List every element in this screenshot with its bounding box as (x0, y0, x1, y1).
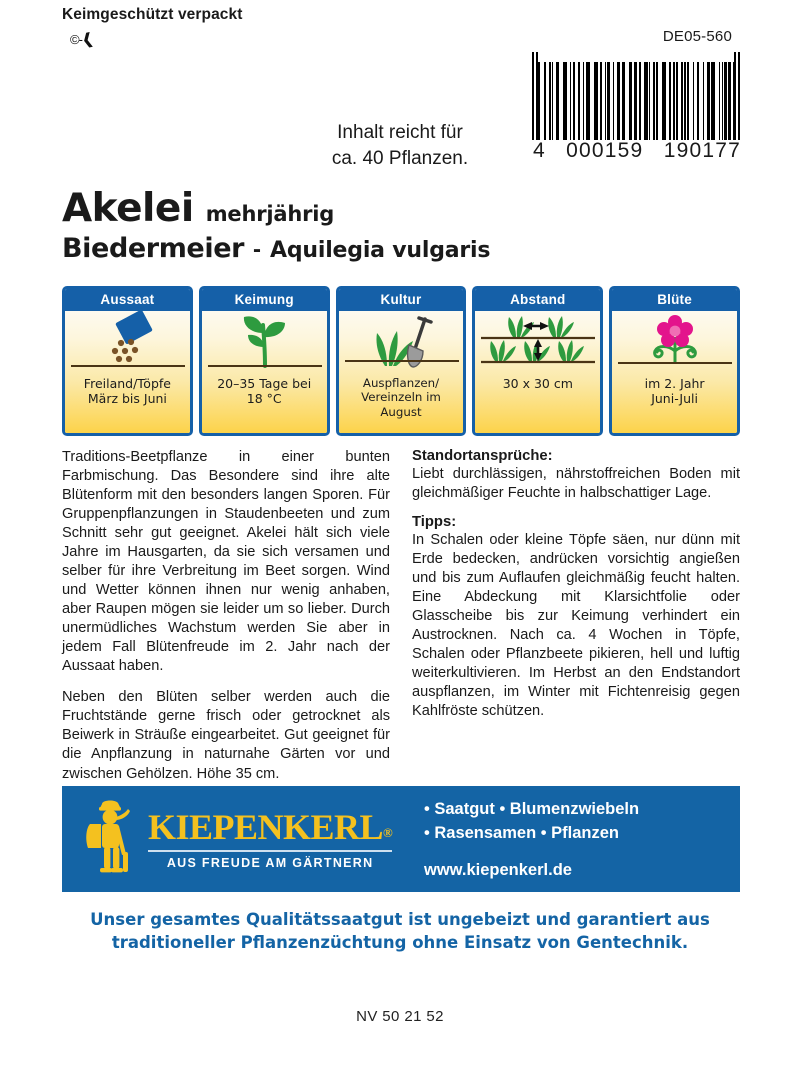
info-box-bluete (609, 286, 740, 436)
plant-lifecycle: mehrjährig (205, 202, 335, 226)
registered-mark: ® (383, 824, 393, 840)
site-requirements-section (412, 448, 740, 503)
copyright-symbol: ©- (70, 32, 82, 47)
info-box-kultur-header: Kultur (339, 289, 464, 311)
info-box-keimung-caption: 20–35 Tage bei 18 °C (217, 376, 312, 407)
germ-protection-label: Keimgeschützt verpackt (62, 6, 243, 23)
left-text-column (62, 448, 390, 784)
brand-slogan: AUS FREUDE AM GÄRTNERN (166, 855, 374, 870)
info-box-kultur (336, 286, 467, 436)
plant-variety: Biedermeier (62, 233, 245, 264)
info-box-bluete-caption: im 2. Jahr Juni-Juli (644, 376, 705, 407)
plant-spacing-icon (475, 311, 600, 373)
info-box-abstand-caption: 30 x 30 cm (502, 376, 573, 391)
kiepenkerl-figure-icon (82, 798, 144, 880)
bird-glyph-icon: ❱ (80, 29, 96, 50)
barcode-digit-group-2: 000159 (566, 139, 644, 162)
site-requirements-text: Liebt durchlässigen, nährstoffreichen Boden mit gleichmäßiger Feuchte in halbschattiger Lage. (412, 466, 740, 502)
product-bullet-line-1: • Saatgut • Blumenzwiebeln (424, 800, 640, 819)
content-yield-line1: Inhalt reicht für (337, 122, 463, 143)
barcode-digit-group-3: 190177 (663, 139, 741, 162)
info-box-aussaat-caption: Freiland/Töpfe März bis Juni (83, 376, 171, 407)
tips-text: In Schalen oder kleine Töpfe säen, nur dünn mit Erde bedecken, andrücken vorsichtig angießen und bis zum Auflaufen gleichmäßig feucht halten. Eine Abdeckung mit Klarsichtfolie oder Glasscheibe bis zur Keimung verhindert ein Austrocknen. Nach ca. 4 Wochen in Töpfe, Schalen oder Pflanzbeete pikieren, hell und luftig weiterkultivieren. Im Herbst an den Endstandort auspflanzen, im Winter mit Fichtenreisig gegen Kahlfröste schützen. (412, 532, 740, 720)
copyright-bird-icon (70, 30, 94, 48)
seed-packet-sowing-icon (65, 311, 190, 373)
tips-section (412, 514, 740, 721)
info-box-bluete-header: Blüte (612, 289, 737, 311)
spade-and-grass-icon (339, 311, 464, 373)
guarantee-line-2: traditioneller Pflanzenzüchtung ohne Einsatz von Gentechnik. (111, 933, 689, 953)
kiepenkerl-logo (62, 798, 412, 880)
brand-name: KIEPENKERL® (148, 806, 393, 847)
description-columns (62, 448, 740, 784)
plant-latin-name: Aquilegia vulgaris (270, 238, 491, 263)
article-code: DE05-560 (662, 28, 732, 45)
brand-website[interactable]: www.kiepenkerl.de (424, 860, 572, 879)
product-bullet-line-2: • Rasensamen • Pflanzen (424, 823, 619, 842)
quality-guarantee (0, 908, 800, 954)
plant-name: Akelei (62, 186, 194, 231)
growing-info-boxes (62, 286, 740, 436)
guarantee-line-1: Unser gesamtes Qualitätssaatgut ist ungebeizt und garantiert aus (90, 910, 710, 929)
title-dash: - (253, 236, 262, 263)
brand-bar (62, 786, 740, 892)
seedling-sprout-icon (202, 311, 327, 373)
info-box-abstand-header: Abstand (475, 289, 600, 311)
flower-bloom-icon (612, 311, 737, 373)
packet-header (0, 0, 800, 180)
tips-heading: Tipps: (412, 514, 457, 531)
logo-divider (148, 850, 392, 852)
info-box-aussaat-header: Aussaat (65, 289, 190, 311)
info-box-kultur-caption: Auspflanzen/ Vereinzeln im August (361, 376, 441, 419)
description-paragraph-1: Traditions-Beetpflanze in einer bunten Farbmischung. Das Besondere sind ihre alte Blütenform mit den besonders langen Sporen. Für Gruppenpflanzungen in Staudenbeeten und zum Schnitt sehr gut geeignet. Akelei hält sich viele Jahre im Hausgarten, da sie sich versamen und selber für ihre Verbreitung im Beet sorgen. Wind und Wetter können ihnen nur wenig anhaben, aber Raupen mögen sie leider um so lieber. Durch unermüdliches Wachstum werden Sie aber in jedem Fall Blütenfreude im 2. Jahr nach der Aussaat haben. (62, 449, 390, 675)
info-box-abstand (472, 286, 603, 436)
nav-code: NV 50 21 52 (356, 1008, 444, 1025)
description-paragraph-2: Neben den Blüten selber werden auch die Fruchtstände gerne frisch oder getrocknet als Beiwerk in Sträuße eingearbeitet. Gut geeignet für die Anpflanzung in naturnahe Gärten vor und zwischen Gehölzen. Höhe 35 cm. (62, 689, 390, 782)
barcode-digit-group-1: 4 (533, 139, 546, 162)
kiepenkerl-wordmark (148, 806, 393, 870)
brand-product-list (412, 798, 639, 880)
right-text-column (412, 448, 740, 784)
site-requirements-heading: Standortansprüche: (412, 448, 553, 464)
info-box-keimung-header: Keimung (202, 289, 327, 311)
content-yield-line2: ca. 40 Pflanzen. (331, 147, 469, 169)
content-yield-text (140, 120, 660, 171)
page-title (62, 186, 490, 264)
info-box-aussaat (62, 286, 193, 436)
info-box-keimung (199, 286, 330, 436)
